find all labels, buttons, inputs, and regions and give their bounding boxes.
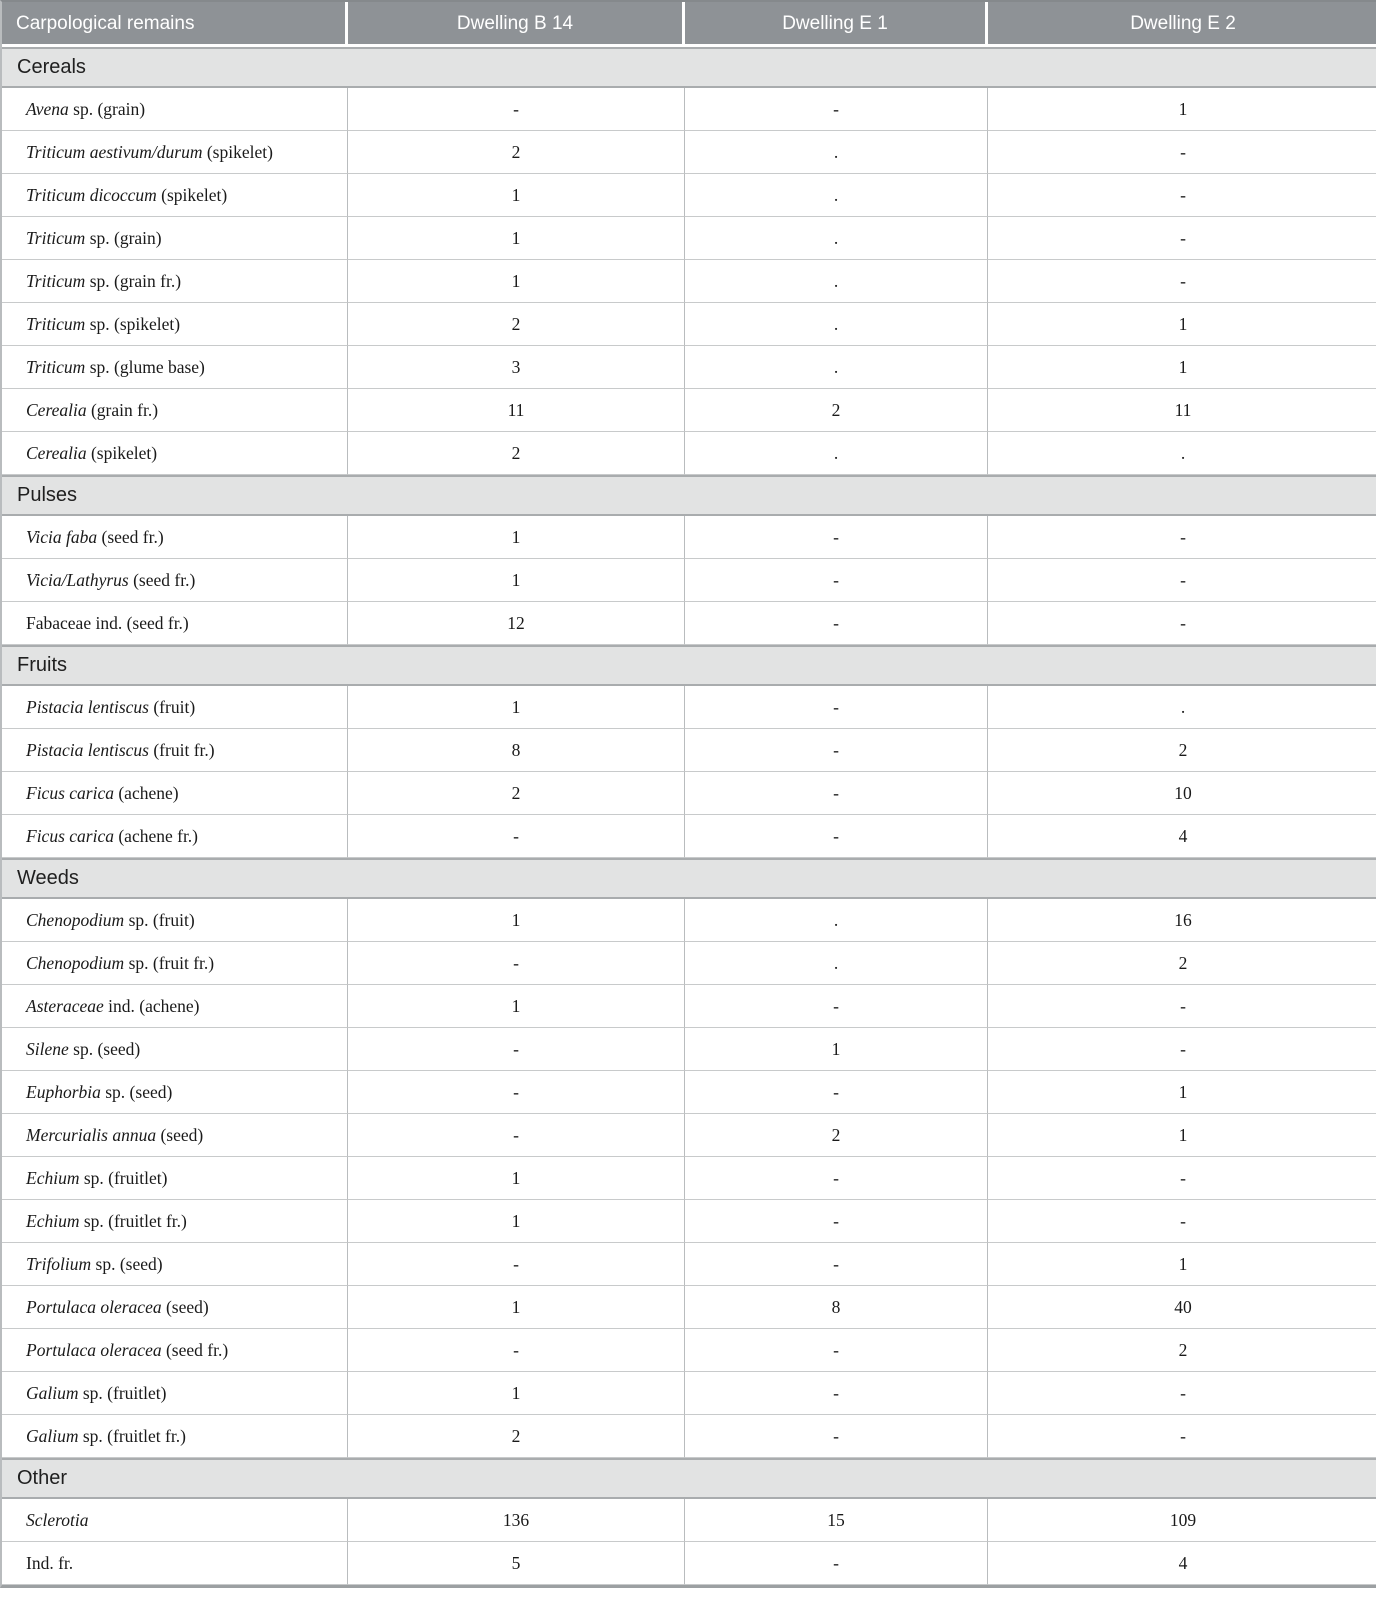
value-cell-e1: - (685, 729, 988, 772)
section-title: Pulses (2, 475, 1376, 516)
value-cell-b14: - (348, 88, 685, 131)
value-cell-b14: 8 (348, 729, 685, 772)
value-cell-e2: - (988, 516, 1376, 559)
taxon-name-italic: Silene (26, 1039, 69, 1059)
value-cell-b14: 1 (348, 899, 685, 942)
value-cell-e2: 4 (988, 815, 1376, 858)
value-cell-e1: - (685, 516, 988, 559)
taxon-name-italic: Echium (26, 1168, 80, 1188)
value-cell-b14: - (348, 1028, 685, 1071)
section-row (2, 47, 1376, 88)
value-cell-b14: - (348, 1243, 685, 1286)
value-cell-e1: - (685, 815, 988, 858)
table-row (2, 516, 1376, 559)
table-row (2, 1071, 1376, 1114)
table-row (2, 260, 1376, 303)
value-cell-e2: - (988, 217, 1376, 260)
taxon-name-italic: Triticum (26, 357, 86, 377)
taxon-cell (2, 1415, 348, 1458)
taxon-name-italic: Pistacia lentiscus (26, 697, 149, 717)
table-row (2, 815, 1376, 858)
table-row (2, 217, 1376, 260)
value-cell-e2: 1 (988, 346, 1376, 389)
taxon-name-rest: Fabaceae ind. (seed fr.) (26, 613, 189, 633)
value-cell-b14: 2 (348, 303, 685, 346)
taxon-name-rest: (spikelet) (86, 443, 158, 463)
section-row (2, 645, 1376, 686)
table-row (2, 1028, 1376, 1071)
value-cell-b14: 12 (348, 602, 685, 645)
taxon-name-italic: Chenopodium (26, 910, 125, 930)
table-row (2, 942, 1376, 985)
table-row (2, 1542, 1376, 1585)
taxon-cell (2, 1071, 348, 1114)
taxon-name-italic: Galium (26, 1426, 79, 1446)
value-cell-b14: 1 (348, 260, 685, 303)
value-cell-e2: . (988, 432, 1376, 475)
taxon-cell (2, 516, 348, 559)
taxon-name-rest: sp. (seed) (68, 1039, 141, 1059)
taxon-name-rest: sp. (fruitlet) (78, 1383, 167, 1403)
taxon-name-italic: Portulaca oleracea (26, 1340, 162, 1360)
taxon-name-italic: Triticum aestivum/durum (26, 142, 203, 162)
value-cell-e2: 1 (988, 1114, 1376, 1157)
column-header-dwelling-e1: Dwelling E 1 (685, 2, 988, 47)
taxon-cell (2, 1200, 348, 1243)
value-cell-e1: - (685, 1071, 988, 1114)
table-row (2, 985, 1376, 1028)
value-cell-b14: - (348, 815, 685, 858)
value-cell-e1: - (685, 985, 988, 1028)
value-cell-e2: 1 (988, 303, 1376, 346)
taxon-name-italic: Vicia faba (26, 527, 98, 547)
table-row (2, 1157, 1376, 1200)
taxon-name-rest: sp. (grain fr.) (85, 271, 182, 291)
value-cell-e1: - (685, 1329, 988, 1372)
taxon-name-italic: Galium (26, 1383, 79, 1403)
taxon-name-rest: sp. (fruitlet fr.) (78, 1426, 186, 1446)
taxon-name-rest: (fruit fr.) (148, 740, 215, 760)
value-cell-b14: - (348, 1071, 685, 1114)
value-cell-e2: 1 (988, 1071, 1376, 1114)
value-cell-e2: 2 (988, 1329, 1376, 1372)
taxon-name-italic: Triticum (26, 314, 86, 334)
value-cell-e1: - (685, 1243, 988, 1286)
taxon-name-italic: Triticum dicoccum (26, 185, 157, 205)
value-cell-e2: 1 (988, 88, 1376, 131)
table-row (2, 559, 1376, 602)
value-cell-e1: . (685, 942, 988, 985)
column-header-dwelling-e2: Dwelling E 2 (988, 2, 1376, 47)
section-title: Other (2, 1458, 1376, 1499)
value-cell-e2: - (988, 1372, 1376, 1415)
value-cell-e1: - (685, 1415, 988, 1458)
taxon-name-rest: sp. (glume base) (85, 357, 205, 377)
value-cell-e1: - (685, 1157, 988, 1200)
taxon-cell (2, 217, 348, 260)
taxon-name-rest: (grain fr.) (86, 400, 159, 420)
table-row (2, 432, 1376, 475)
taxon-cell (2, 260, 348, 303)
taxon-cell (2, 346, 348, 389)
taxon-cell (2, 303, 348, 346)
table-row (2, 389, 1376, 432)
taxon-name-italic: Euphorbia (26, 1082, 101, 1102)
taxon-cell (2, 899, 348, 942)
value-cell-b14: 2 (348, 1415, 685, 1458)
value-cell-e1: . (685, 303, 988, 346)
taxon-cell (2, 772, 348, 815)
value-cell-e2: 4 (988, 1542, 1376, 1585)
value-cell-b14: 5 (348, 1542, 685, 1585)
value-cell-e1: 1 (685, 1028, 988, 1071)
value-cell-b14: 2 (348, 772, 685, 815)
taxon-cell (2, 1243, 348, 1286)
value-cell-e1: 2 (685, 389, 988, 432)
value-cell-e1: . (685, 174, 988, 217)
taxon-cell (2, 1028, 348, 1071)
value-cell-e2: - (988, 1028, 1376, 1071)
table-row (2, 729, 1376, 772)
value-cell-e2: 16 (988, 899, 1376, 942)
taxon-cell (2, 815, 348, 858)
table-row (2, 899, 1376, 942)
taxon-cell (2, 1114, 348, 1157)
table-row (2, 1243, 1376, 1286)
taxon-cell (2, 686, 348, 729)
value-cell-e1: - (685, 1542, 988, 1585)
section-row (2, 858, 1376, 899)
value-cell-e1: 15 (685, 1499, 988, 1542)
table-body (2, 47, 1376, 1585)
column-header-carpological-remains: Carpological remains (2, 2, 348, 47)
value-cell-b14: - (348, 1329, 685, 1372)
value-cell-e2: - (988, 174, 1376, 217)
value-cell-e2: . (988, 686, 1376, 729)
value-cell-e1: - (685, 559, 988, 602)
taxon-cell (2, 602, 348, 645)
value-cell-b14: 136 (348, 1499, 685, 1542)
taxon-name-italic: Ficus carica (26, 783, 114, 803)
value-cell-e2: 2 (988, 942, 1376, 985)
taxon-name-italic: Avena (26, 99, 69, 119)
taxon-name-rest: sp. (grain) (85, 228, 162, 248)
taxon-name-italic: Triticum (26, 228, 86, 248)
taxon-name-italic: Chenopodium (26, 953, 125, 973)
taxon-name-italic: Asteraceae (26, 996, 104, 1016)
value-cell-e2: 40 (988, 1286, 1376, 1329)
table-row (2, 303, 1376, 346)
value-cell-b14: 1 (348, 559, 685, 602)
value-cell-b14: 1 (348, 174, 685, 217)
value-cell-b14: 1 (348, 516, 685, 559)
section-title: Cereals (2, 47, 1376, 88)
table-header-row (2, 2, 1376, 47)
taxon-name-rest: Ind. fr. (26, 1553, 74, 1573)
taxon-name-rest: (spikelet) (156, 185, 228, 205)
value-cell-b14: - (348, 1114, 685, 1157)
taxon-name-rest: ind. (achene) (103, 996, 200, 1016)
value-cell-b14: 1 (348, 217, 685, 260)
value-cell-e2: 1 (988, 1243, 1376, 1286)
taxon-name-italic: Ficus carica (26, 826, 114, 846)
table-row (2, 1200, 1376, 1243)
table-row (2, 772, 1376, 815)
value-cell-b14: 11 (348, 389, 685, 432)
value-cell-b14: 1 (348, 1157, 685, 1200)
value-cell-e2: - (988, 559, 1376, 602)
value-cell-e1: - (685, 1200, 988, 1243)
taxon-name-italic: Vicia/Lathyrus (26, 570, 129, 590)
taxon-name-rest: sp. (seed) (91, 1254, 163, 1274)
taxon-cell (2, 1499, 348, 1542)
taxon-name-rest: sp. (seed) (100, 1082, 173, 1102)
taxon-name-rest: (seed) (161, 1297, 209, 1317)
taxon-name-rest: sp. (fruit) (124, 910, 195, 930)
value-cell-e2: 2 (988, 729, 1376, 772)
taxon-cell (2, 432, 348, 475)
section-row (2, 475, 1376, 516)
value-cell-e2: - (988, 1200, 1376, 1243)
table-row (2, 88, 1376, 131)
taxon-cell (2, 88, 348, 131)
table-row (2, 686, 1376, 729)
table-row (2, 1499, 1376, 1542)
taxon-name-italic: Mercurialis annua (26, 1125, 157, 1145)
value-cell-e1: 2 (685, 1114, 988, 1157)
value-cell-e1: . (685, 131, 988, 174)
taxon-name-rest: (spikelet) (202, 142, 273, 162)
taxon-name-italic: Echium (26, 1211, 80, 1231)
value-cell-e2: - (988, 260, 1376, 303)
value-cell-e1: - (685, 1372, 988, 1415)
value-cell-e2: 11 (988, 389, 1376, 432)
value-cell-e2: - (988, 602, 1376, 645)
value-cell-b14: 3 (348, 346, 685, 389)
table-row (2, 1372, 1376, 1415)
value-cell-e1: 8 (685, 1286, 988, 1329)
section-title: Weeds (2, 858, 1376, 899)
table-row (2, 1329, 1376, 1372)
value-cell-e2: - (988, 985, 1376, 1028)
value-cell-b14: 1 (348, 686, 685, 729)
taxon-name-italic: Portulaca oleracea (26, 1297, 162, 1317)
value-cell-b14: 1 (348, 1286, 685, 1329)
taxon-name-rest: (fruit) (148, 697, 196, 717)
taxon-name-italic: Cerealia (26, 400, 87, 420)
section-row (2, 1458, 1376, 1499)
value-cell-b14: 1 (348, 1372, 685, 1415)
taxon-cell (2, 131, 348, 174)
table-row (2, 1286, 1376, 1329)
table-row (2, 131, 1376, 174)
taxon-name-rest: (seed) (156, 1125, 204, 1145)
taxon-cell (2, 1542, 348, 1585)
taxon-cell (2, 1372, 348, 1415)
taxon-name-rest: sp. (fruitlet fr.) (79, 1211, 187, 1231)
taxon-name-rest: (seed fr.) (128, 570, 196, 590)
taxon-name-italic: Triticum (26, 271, 86, 291)
taxon-cell (2, 389, 348, 432)
value-cell-e1: - (685, 88, 988, 131)
table-row (2, 346, 1376, 389)
value-cell-e1: - (685, 686, 988, 729)
section-title: Fruits (2, 645, 1376, 686)
taxon-name-italic: Sclerotia (26, 1510, 89, 1530)
value-cell-e2: - (988, 1415, 1376, 1458)
taxon-name-rest: (achene) (113, 783, 179, 803)
taxon-cell (2, 729, 348, 772)
value-cell-b14: 2 (348, 432, 685, 475)
taxon-cell (2, 1157, 348, 1200)
taxon-cell (2, 174, 348, 217)
value-cell-b14: 1 (348, 985, 685, 1028)
value-cell-e1: . (685, 899, 988, 942)
taxon-name-rest: sp. (spikelet) (85, 314, 181, 334)
value-cell-e1: . (685, 260, 988, 303)
table-row (2, 602, 1376, 645)
taxon-name-rest: (seed fr.) (161, 1340, 229, 1360)
value-cell-e2: 109 (988, 1499, 1376, 1542)
table-row (2, 174, 1376, 217)
column-header-dwelling-b14: Dwelling B 14 (348, 2, 685, 47)
value-cell-e2: - (988, 1157, 1376, 1200)
taxon-cell (2, 942, 348, 985)
taxon-name-rest: (achene fr.) (113, 826, 199, 846)
table-row (2, 1415, 1376, 1458)
value-cell-e1: . (685, 346, 988, 389)
value-cell-e1: . (685, 217, 988, 260)
value-cell-e1: . (685, 432, 988, 475)
taxon-name-italic: Trifolium (26, 1254, 92, 1274)
value-cell-e1: - (685, 602, 988, 645)
taxon-cell (2, 985, 348, 1028)
taxon-name-rest: sp. (fruitlet) (79, 1168, 168, 1188)
taxon-name-italic: Cerealia (26, 443, 87, 463)
value-cell-e2: - (988, 131, 1376, 174)
value-cell-b14: 1 (348, 1200, 685, 1243)
taxon-name-rest: sp. (fruit fr.) (124, 953, 215, 973)
taxon-name-rest: sp. (grain) (68, 99, 146, 119)
value-cell-b14: 2 (348, 131, 685, 174)
taxon-cell (2, 1286, 348, 1329)
value-cell-e2: 10 (988, 772, 1376, 815)
taxon-cell (2, 1329, 348, 1372)
taxon-name-rest: (seed fr.) (97, 527, 164, 547)
taxon-name-italic: Pistacia lentiscus (26, 740, 149, 760)
table-row (2, 1114, 1376, 1157)
taxon-cell (2, 559, 348, 602)
value-cell-b14: - (348, 942, 685, 985)
value-cell-e1: - (685, 772, 988, 815)
